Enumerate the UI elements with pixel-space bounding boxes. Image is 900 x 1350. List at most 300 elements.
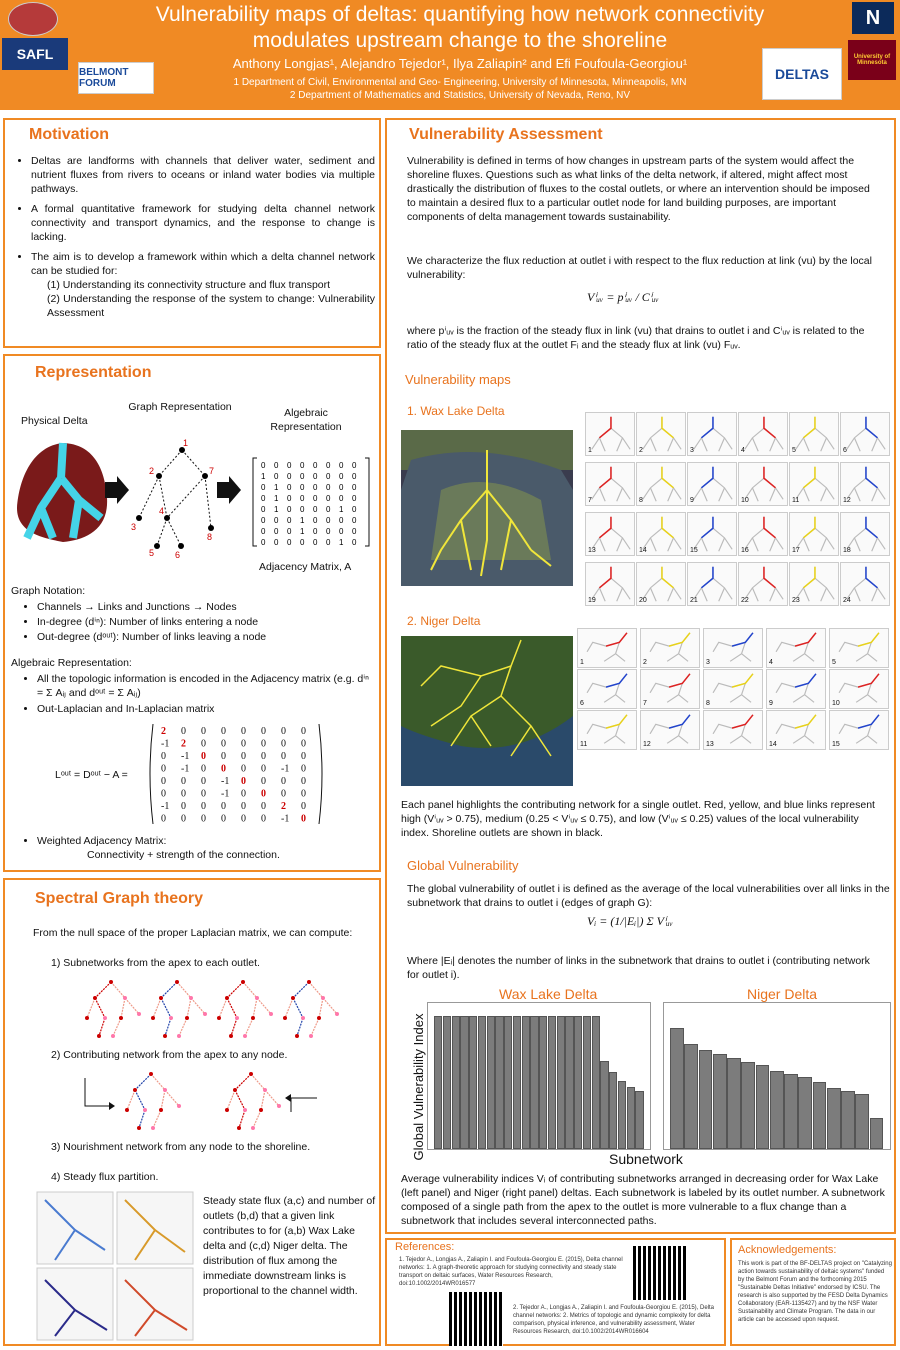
bar bbox=[798, 1077, 812, 1149]
matrix-cell: -1 bbox=[221, 776, 230, 787]
bar bbox=[713, 1054, 727, 1149]
chart-xlabel: Subnetwork bbox=[609, 1151, 683, 1167]
node-label: 6 bbox=[175, 550, 181, 558]
spectral-item-4: 4) Steady flux partition. bbox=[51, 1171, 159, 1183]
thumbnail-number: 21 bbox=[690, 597, 698, 604]
vulnerability-map-thumbnail bbox=[585, 562, 635, 606]
laplacian-matrix bbox=[145, 722, 327, 826]
bar bbox=[522, 1016, 530, 1149]
matrix-cell: 0 bbox=[339, 472, 344, 481]
matrix-cell: 1 bbox=[261, 472, 266, 481]
matrix-cell: 0 bbox=[274, 538, 279, 547]
wax-lake-satellite-map bbox=[401, 430, 573, 586]
bar bbox=[841, 1091, 855, 1149]
bar bbox=[478, 1016, 486, 1149]
global-formula: Vᵢ = (1/|Eᵢ|) Σ Vⁱᵤᵥ bbox=[587, 914, 673, 928]
thumbnail-number: 3 bbox=[706, 659, 710, 666]
vulnerability-map-thumbnail bbox=[577, 628, 637, 668]
vulnerability-map-thumbnail bbox=[585, 412, 635, 456]
algebraic-list bbox=[21, 672, 371, 722]
reference-2: 2. Tejedor A., Longjas A., Zaliapin I. and Foufoula-Georgiou E. (2015), Delta channel networks: 2. Metrics of topologic and dynamic complexity for delta comparison, physical inference, and vulnerability assessment, Water Resources Research, doi:10.1002/2014WR016604 bbox=[513, 1305, 715, 1335]
matrix-cell: 0 bbox=[261, 763, 266, 775]
matrix-cell: 0 bbox=[201, 801, 206, 812]
motivation-panel bbox=[3, 118, 381, 348]
matrix-cell: 0 bbox=[241, 738, 246, 750]
matrix-cell: 0 bbox=[281, 776, 286, 787]
spectral-item-1: 1) Subnetworks from the apex to each outlet. bbox=[51, 957, 260, 969]
vulnerability-title: Vulnerability Assessment bbox=[409, 126, 603, 143]
vulnerability-map-thumbnail bbox=[789, 562, 839, 606]
bar bbox=[592, 1016, 600, 1149]
matrix-cell: 0 bbox=[181, 813, 186, 825]
bar bbox=[827, 1088, 841, 1149]
matrix-cell: 1 bbox=[300, 527, 305, 536]
reference-1: 1. Tejedor A., Longjas A., Zaliapin I. and Foufoula-Georgiou E. (2015), Delta channel networks: 1. A graph-theoretic approach for studying connectivity and steady state transport on deltaic surfaces, Water Resources Research, doi:10.1002/2014WR016577 bbox=[399, 1257, 623, 1287]
thumbnail-number: 8 bbox=[639, 497, 643, 504]
vulnerability-map-thumbnail bbox=[840, 562, 890, 606]
bar bbox=[741, 1062, 755, 1149]
matrix-cell: 0 bbox=[301, 801, 306, 812]
physical-delta-drawing bbox=[13, 438, 113, 546]
matrix-cell: 0 bbox=[221, 726, 226, 737]
bar bbox=[635, 1091, 643, 1149]
matrix-cell: 0 bbox=[352, 461, 357, 470]
matrix-cell: 0 bbox=[287, 483, 292, 492]
vulnerability-map-thumbnail bbox=[636, 562, 686, 606]
vulnerability-maps-title: Vulnerability maps bbox=[405, 372, 511, 387]
matrix-cell: 0 bbox=[274, 516, 279, 525]
bar bbox=[557, 1016, 565, 1149]
matrix-cell: 2 bbox=[181, 738, 186, 750]
vulnerability-p3: where pⁱᵤᵥ is the fraction of the steady flux in link (vu) that drains to outlet i and Cⁱᵤᵥ is related to the ratio of the steady flux at the outlet Fᵢ and the steady flux at link (vu) Fᵤᵥ. bbox=[407, 325, 865, 351]
vulnerability-map-thumbnail bbox=[766, 710, 826, 750]
bar bbox=[452, 1016, 460, 1149]
vulnerability-map-thumbnail bbox=[766, 628, 826, 668]
vulnerability-map-thumbnail bbox=[789, 462, 839, 506]
matrix-cell: 0 bbox=[221, 801, 226, 812]
bar bbox=[770, 1071, 784, 1149]
node-label: 1 bbox=[183, 438, 189, 448]
wax-lake-bar-chart bbox=[427, 1002, 651, 1150]
matrix-cell: 0 bbox=[326, 494, 331, 503]
vulnerability-map-thumbnail bbox=[738, 512, 788, 556]
contributing-network-diagrams bbox=[81, 1068, 321, 1132]
thumbnail-number: 13 bbox=[588, 547, 596, 554]
matrix-cell: 0 bbox=[161, 763, 166, 775]
matrix-cell: -1 bbox=[221, 788, 230, 800]
niger-thumbnail-grid bbox=[577, 628, 895, 798]
vulnerability-map-thumbnail bbox=[738, 462, 788, 506]
matrix-cell: 0 bbox=[201, 751, 206, 762]
flux-partition-maps bbox=[35, 1190, 195, 1344]
vulnerability-map-thumbnail bbox=[840, 462, 890, 506]
bar bbox=[530, 1016, 538, 1149]
bar bbox=[460, 1016, 468, 1149]
matrix-cell: 0 bbox=[241, 763, 246, 775]
matrix-cell: 0 bbox=[261, 751, 266, 762]
thumbnail-number: 7 bbox=[643, 700, 647, 707]
spectral-title: Spectral Graph theory bbox=[35, 890, 204, 907]
matrix-cell: 0 bbox=[352, 483, 357, 492]
umn-logo: University of Minnesota bbox=[848, 40, 896, 80]
matrix-cell: 0 bbox=[313, 461, 318, 470]
graph-drawing bbox=[127, 438, 227, 558]
bar bbox=[870, 1118, 884, 1149]
vulnerability-map-thumbnail bbox=[789, 512, 839, 556]
vulnerability-map-thumbnail bbox=[738, 412, 788, 456]
bar bbox=[504, 1016, 512, 1149]
adjacency-matrix bbox=[249, 454, 373, 550]
matrix-cell: 0 bbox=[300, 505, 305, 514]
matrix-cell: 0 bbox=[241, 788, 246, 800]
vulnerability-map-thumbnail bbox=[640, 710, 700, 750]
bar bbox=[684, 1044, 698, 1149]
matrix-cell: 0 bbox=[241, 801, 246, 812]
vulnerability-map-thumbnail bbox=[687, 512, 737, 556]
nevada-logo: N bbox=[852, 2, 894, 34]
matrix-cell: 0 bbox=[181, 801, 186, 812]
matrix-cell: 0 bbox=[301, 763, 306, 775]
bar bbox=[727, 1058, 741, 1149]
belmont-forum-logo: BELMONT FORUM bbox=[78, 62, 154, 94]
local-vulnerability-formula: Vⁱᵤᵥ = pⁱᵤᵥ / Cⁱᵤᵥ bbox=[587, 290, 659, 304]
matrix-cell: 0 bbox=[287, 527, 292, 536]
thumbnail-number: 14 bbox=[639, 547, 647, 554]
matrix-cell: 0 bbox=[313, 472, 318, 481]
weighted-item: • Weighted Adjacency Matrix: bbox=[37, 834, 371, 848]
node-label: 2 bbox=[149, 466, 155, 476]
thumbnail-number: 10 bbox=[741, 497, 749, 504]
matrix-cell: 0 bbox=[313, 483, 318, 492]
chart-caption: Average vulnerability indices Vᵢ of contributing subnetworks arranged in decreasing order for Wax Lake (left panel) and Niger (right panel) deltas. Each subnetwork is labeled by its outlet number. A subnetwork composed of a single path from the apex to the outlet is more vulnerable to a flux change than a subnetwork that includes several interconnected paths. bbox=[401, 1173, 885, 1227]
thumbnail-number: 14 bbox=[769, 741, 777, 748]
spectral-item-3: 3) Nourishment network from any node to the shoreline. bbox=[51, 1141, 311, 1153]
representation-title: Representation bbox=[35, 364, 152, 381]
matrix-cell: 0 bbox=[261, 776, 266, 787]
matrix-cell: 1 bbox=[274, 494, 279, 503]
col-algebraic-representation: Algebraic Representation bbox=[270, 407, 342, 433]
matrix-cell: 0 bbox=[287, 505, 292, 514]
graph-notation-title: Graph Notation: bbox=[11, 585, 86, 597]
thumbnail-number: 11 bbox=[580, 741, 588, 748]
vulnerability-map-thumbnail bbox=[703, 628, 763, 668]
bar bbox=[813, 1082, 827, 1149]
wax-chart-title: Wax Lake Delta bbox=[499, 986, 598, 1002]
thumbnail-number: 1 bbox=[580, 659, 584, 666]
matrix-cell: -1 bbox=[181, 751, 190, 762]
matrix-cell: 0 bbox=[261, 461, 266, 470]
vulnerability-map-thumbnail bbox=[640, 628, 700, 668]
vulnerability-map-thumbnail bbox=[829, 710, 889, 750]
matrix-cell: 0 bbox=[339, 461, 344, 470]
niger-chart-title: Niger Delta bbox=[747, 986, 818, 1002]
matrix-cell: 0 bbox=[326, 472, 331, 481]
matrix-cell: 0 bbox=[313, 538, 318, 547]
node-label: 5 bbox=[149, 548, 155, 558]
matrix-cell: 0 bbox=[301, 776, 306, 787]
vulnerability-map-thumbnail bbox=[829, 669, 889, 709]
bar bbox=[670, 1028, 684, 1149]
matrix-cell: 0 bbox=[352, 538, 357, 547]
vulnerability-map-thumbnail bbox=[636, 512, 686, 556]
thumbnail-number: 5 bbox=[832, 659, 836, 666]
matrix-cell: 0 bbox=[201, 763, 206, 775]
thumbnail-number: 10 bbox=[832, 700, 840, 707]
bar bbox=[609, 1072, 617, 1149]
notation-item: • Out-degree (dᵒᵘᵗ): Number of links leaving a node bbox=[37, 630, 371, 644]
matrix-cell: 0 bbox=[261, 527, 266, 536]
bar bbox=[756, 1065, 770, 1149]
arrow-icon bbox=[105, 476, 129, 504]
vulnerability-maps-caption: Each panel highlights the contributing network for a single outlet. Red, yellow, and blue links represent high (Vⁱᵤᵥ > 0.75), medium (0.25 < Vⁱᵤᵥ ≤ 0.75), and low (Vⁱᵤᵥ ≤ 0.25) values of the local vulnerability index. Shoreline outlets are shown in black. bbox=[401, 799, 875, 839]
matrix-cell: 0 bbox=[261, 494, 266, 503]
thumbnail-number: 1 bbox=[588, 447, 592, 454]
thumbnail-number: 4 bbox=[769, 659, 773, 666]
thumbnail-number: 20 bbox=[639, 597, 647, 604]
matrix-cell: -1 bbox=[161, 801, 170, 812]
vulnerability-map-thumbnail bbox=[703, 710, 763, 750]
niger-bar-chart bbox=[663, 1002, 891, 1150]
thumbnail-number: 15 bbox=[832, 741, 840, 748]
algebraic-item: • All the topologic information is encoded in the Adjacency matrix (e.g. dⁱⁿ = Σ Aᵢⱼ and dᵒᵘᵗ = Σ Aᵢⱼ) bbox=[37, 672, 371, 700]
vulnerability-map-thumbnail bbox=[766, 669, 826, 709]
matrix-cell: 0 bbox=[281, 738, 286, 750]
matrix-cell: 0 bbox=[181, 776, 186, 787]
matrix-cell: 0 bbox=[161, 776, 166, 787]
matrix-cell: 0 bbox=[181, 726, 186, 737]
matrix-cell: 0 bbox=[221, 813, 226, 825]
thumbnail-number: 13 bbox=[706, 741, 714, 748]
matrix-cell: -1 bbox=[281, 813, 290, 825]
matrix-cell: 0 bbox=[241, 726, 246, 737]
vulnerability-map-thumbnail bbox=[789, 412, 839, 456]
matrix-cell: 0 bbox=[300, 461, 305, 470]
motivation-sub-2: (2) Understanding the response of the system to change: Vulnerability Assessment bbox=[47, 293, 375, 319]
matrix-cell: 0 bbox=[301, 738, 306, 750]
thumbnail-number: 7 bbox=[588, 497, 592, 504]
bar bbox=[548, 1016, 556, 1149]
vulnerability-map-thumbnail bbox=[687, 462, 737, 506]
matrix-cell: 0 bbox=[201, 813, 206, 825]
node-label: 7 bbox=[209, 466, 215, 476]
thumbnail-number: 5 bbox=[792, 447, 796, 454]
matrix-cell: 0 bbox=[301, 726, 306, 737]
chart-ylabel: Global Vulnerability Index bbox=[411, 1013, 426, 1161]
vulnerability-panel bbox=[385, 118, 896, 1234]
spectral-intro: From the null space of the proper Laplacian matrix, we can compute: bbox=[33, 927, 353, 939]
matrix-cell: 0 bbox=[287, 494, 292, 503]
matrix-cell: 0 bbox=[326, 483, 331, 492]
acknowledgements-panel bbox=[730, 1238, 896, 1346]
bar bbox=[699, 1050, 713, 1149]
motivation-title: Motivation bbox=[29, 126, 109, 143]
thumbnail-number: 24 bbox=[843, 597, 851, 604]
matrix-cell: -1 bbox=[161, 738, 170, 750]
matrix-cell: 0 bbox=[287, 461, 292, 470]
vulnerability-map-thumbnail bbox=[829, 628, 889, 668]
vulnerability-map-thumbnail bbox=[577, 669, 637, 709]
thumbnail-number: 18 bbox=[843, 547, 851, 554]
node-label: 8 bbox=[207, 532, 213, 542]
matrix-cell: 0 bbox=[201, 726, 206, 737]
matrix-cell: 0 bbox=[339, 527, 344, 536]
matrix-cell: 0 bbox=[161, 813, 166, 825]
acknowledgements-text: This work is part of the BF-DELTAS project on "Catalyzing action towards sustainability of deltaic systems" funded by the Belmont Forum and the forthcoming 2015 "Sustainable Deltas Initiative" endorsed by ICSU. The research is also supported by the FESD Delta Dynamics Collaboratory (EAR-1135427) and by the NSF Water Sustainability and Climate Program. The data in our article can be accessed upon request. bbox=[738, 1261, 892, 1323]
safl-logo: SAFL bbox=[2, 38, 68, 70]
poster-title: Vulnerability maps of deltas: quantifying how network connectivity modulates upstream change to the shoreline bbox=[155, 3, 765, 52]
matrix-cell: 0 bbox=[287, 516, 292, 525]
wax-lake-thumbnail-grid bbox=[585, 412, 895, 608]
vulnerability-map-thumbnail bbox=[636, 462, 686, 506]
adjacency-label: Adjacency Matrix, A bbox=[259, 561, 352, 573]
matrix-cell: 0 bbox=[339, 483, 344, 492]
col-graph-representation: Graph Representation bbox=[128, 401, 232, 413]
matrix-cell: 0 bbox=[161, 751, 166, 762]
matrix-cell: 1 bbox=[274, 483, 279, 492]
global-vulnerability-title: Global Vulnerability bbox=[407, 858, 519, 873]
bar bbox=[487, 1016, 495, 1149]
niger-satellite-map bbox=[401, 636, 573, 786]
matrix-cell: 0 bbox=[261, 813, 266, 825]
bar bbox=[513, 1016, 521, 1149]
matrix-cell: 0 bbox=[241, 776, 246, 787]
matrix-cell: 0 bbox=[241, 751, 246, 762]
matrix-cell: 0 bbox=[281, 751, 286, 762]
matrix-cell: 0 bbox=[281, 726, 286, 737]
thumbnail-number: 8 bbox=[706, 700, 710, 707]
bar bbox=[583, 1016, 591, 1149]
matrix-cell: 0 bbox=[339, 494, 344, 503]
thumbnail-number: 15 bbox=[690, 547, 698, 554]
notation-item: • Channels → Links and Junctions → Nodes bbox=[37, 600, 371, 614]
matrix-cell: 0 bbox=[352, 494, 357, 503]
matrix-cell: 0 bbox=[313, 494, 318, 503]
matrix-cell: 0 bbox=[221, 738, 226, 750]
global-p1: The global vulnerability of outlet i is defined as the average of the local vulnerabilities over all links in the subnetwork that drains to outlet i (edges of graph G): bbox=[407, 883, 890, 909]
matrix-cell: 0 bbox=[261, 516, 266, 525]
matrix-cell: -1 bbox=[281, 763, 290, 775]
matrix-cell: 0 bbox=[301, 751, 306, 762]
qr-code-icon bbox=[449, 1292, 503, 1346]
matrix-cell: 0 bbox=[261, 726, 266, 737]
matrix-cell: 0 bbox=[300, 483, 305, 492]
university-seal-logo bbox=[8, 2, 58, 36]
matrix-cell: 0 bbox=[313, 505, 318, 514]
matrix-cell: 1 bbox=[339, 538, 344, 547]
matrix-cell: 0 bbox=[274, 527, 279, 536]
vulnerability-map-thumbnail bbox=[585, 462, 635, 506]
node-label: 4 bbox=[159, 506, 165, 516]
motivation-bullet: • A formal quantitative framework for studying delta channel network connectivity and transport dynamics, and the response to change is lacking. bbox=[31, 202, 375, 244]
references-title: References: bbox=[395, 1241, 455, 1253]
spectral-panel bbox=[3, 878, 381, 1346]
matrix-cell: 0 bbox=[261, 538, 266, 547]
thumbnail-number: 19 bbox=[588, 597, 596, 604]
thumbnail-number: 12 bbox=[843, 497, 851, 504]
matrix-cell: 0 bbox=[301, 813, 306, 825]
thumbnail-number: 6 bbox=[580, 700, 584, 707]
matrix-cell: 0 bbox=[221, 751, 226, 762]
weighted-list bbox=[21, 834, 371, 862]
vulnerability-p2: We characterize the flux reduction at outlet i with respect to the flux reduction at link (vu) by the local vulnerability: bbox=[407, 255, 872, 281]
thumbnail-number: 9 bbox=[769, 700, 773, 707]
matrix-cell: 0 bbox=[201, 788, 206, 800]
motivation-sub-1: (1) Understanding its connectivity structure and flux transport bbox=[47, 279, 331, 291]
matrix-cell: 0 bbox=[300, 538, 305, 547]
thumbnail-number: 4 bbox=[741, 447, 745, 454]
matrix-cell: 0 bbox=[181, 788, 186, 800]
matrix-cell: 2 bbox=[281, 801, 286, 812]
notation-item: • In-degree (dⁱⁿ): Number of links entering a node bbox=[37, 615, 371, 629]
matrix-cell: 0 bbox=[300, 472, 305, 481]
representation-panel bbox=[3, 354, 381, 872]
vulnerability-map-thumbnail bbox=[738, 562, 788, 606]
bar bbox=[627, 1087, 635, 1149]
matrix-cell: 0 bbox=[313, 527, 318, 536]
matrix-cell: 0 bbox=[241, 813, 246, 825]
algebraic-item: • Out-Laplacian and In-Laplacian matrix bbox=[37, 702, 371, 716]
matrix-cell: 1 bbox=[274, 505, 279, 514]
matrix-cell: 0 bbox=[287, 538, 292, 547]
subnetwork-diagrams bbox=[81, 976, 351, 1040]
algebraic-title: Algebraic Representation: bbox=[11, 657, 132, 669]
poster-header bbox=[0, 0, 900, 110]
bar bbox=[600, 1061, 608, 1149]
matrix-cell: 0 bbox=[326, 505, 331, 514]
vulnerability-map-thumbnail bbox=[687, 412, 737, 456]
bar bbox=[469, 1016, 477, 1149]
poster-authors: Anthony Longjas¹, Alejandro Tejedor¹, Ilya Zaliapin² and Efi Foufoula-Georgiou¹ bbox=[232, 56, 688, 71]
vulnerability-map-thumbnail bbox=[577, 710, 637, 750]
vulnerability-map-thumbnail bbox=[585, 512, 635, 556]
thumbnail-number: 17 bbox=[792, 547, 800, 554]
weighted-sub: Connectivity + strength of the connection. bbox=[87, 849, 280, 861]
thumbnail-number: 9 bbox=[690, 497, 694, 504]
wax-lake-title: 1. Wax Lake Delta bbox=[407, 404, 505, 418]
matrix-cell: 1 bbox=[339, 505, 344, 514]
matrix-cell: 0 bbox=[274, 461, 279, 470]
deltas-logo: DELTAS bbox=[762, 48, 842, 100]
matrix-cell: 0 bbox=[261, 505, 266, 514]
spectral-item-2: 2) Contributing network from the apex to any node. bbox=[51, 1049, 288, 1061]
thumbnail-number: 2 bbox=[639, 447, 643, 454]
matrix-cell: 0 bbox=[352, 505, 357, 514]
bar bbox=[574, 1016, 582, 1149]
matrix-cell: 0 bbox=[161, 788, 166, 800]
matrix-cell: 0 bbox=[326, 461, 331, 470]
node-label: 3 bbox=[131, 522, 137, 532]
vulnerability-map-thumbnail bbox=[636, 412, 686, 456]
matrix-cell: 0 bbox=[352, 527, 357, 536]
matrix-cell: 0 bbox=[352, 472, 357, 481]
bar bbox=[539, 1016, 547, 1149]
vulnerability-map-thumbnail bbox=[687, 562, 737, 606]
vulnerability-map-thumbnail bbox=[840, 512, 890, 556]
matrix-cell: 0 bbox=[274, 472, 279, 481]
matrix-cell: 1 bbox=[300, 516, 305, 525]
affiliation-1: 1 Department of Civil, Environmental and Geo- Engineering, University of Minnesota, Minneapolis, MN bbox=[233, 77, 687, 88]
vulnerability-map-thumbnail bbox=[640, 669, 700, 709]
poster-affiliations bbox=[150, 76, 770, 102]
matrix-cell: 0 bbox=[352, 516, 357, 525]
thumbnail-number: 16 bbox=[741, 547, 749, 554]
bar bbox=[443, 1016, 451, 1149]
vulnerability-map-thumbnail bbox=[703, 669, 763, 709]
matrix-cell: 0 bbox=[287, 472, 292, 481]
thumbnail-number: 3 bbox=[690, 447, 694, 454]
matrix-cell: 0 bbox=[300, 494, 305, 503]
matrix-cell: 0 bbox=[301, 788, 306, 800]
